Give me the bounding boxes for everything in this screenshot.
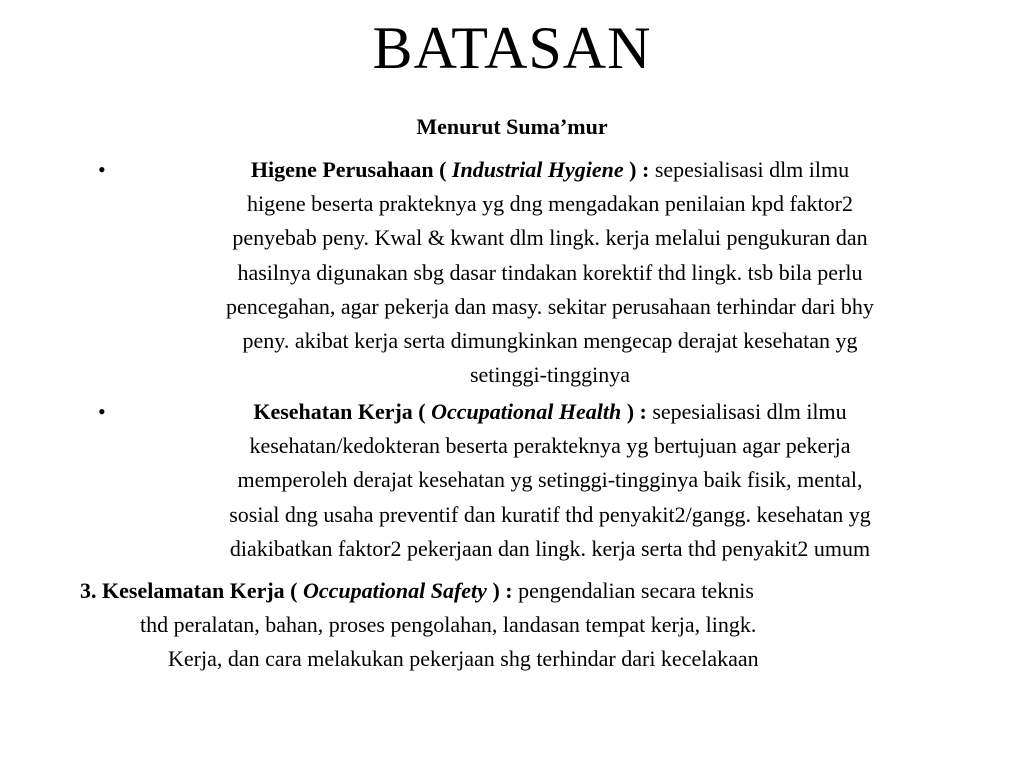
definition-line: setinggi-tingginya <box>469 362 631 388</box>
bullet-marker: • <box>98 399 106 424</box>
definition-line: pencegahan, agar pekerja dan masy. sekitar perusahaan terhindar dari bhy <box>226 293 874 319</box>
definition-term: Kesehatan Kerja <box>253 399 413 424</box>
paren-open: ( <box>290 578 298 603</box>
bullet-marker: • <box>98 157 106 182</box>
definition-text: pengendalian secara teknis <box>518 578 754 603</box>
definition-line: kesehatan/kedokteran beserta perakteknya yg bertujuan agar pekerja <box>249 433 851 459</box>
definition-term: Keselamatan Kerja <box>102 578 285 603</box>
paren-close: ) : <box>629 157 650 182</box>
paren-open: ( <box>439 157 447 182</box>
definition-line: higene beserta prakteknya yg dng mengadakan penilaian kpd faktor2 <box>247 191 853 217</box>
definition-higene-perusahaan <box>110 153 990 392</box>
definition-line: thd peralatan, bahan, proses pengolahan, landasan tempat kerja, lingk. <box>140 612 757 638</box>
definition-line: peny. akibat kerja serta dimungkinkan mengecap derajat kesehatan yg <box>242 328 858 354</box>
item-number: 3. <box>80 578 97 603</box>
definition-line <box>110 153 990 187</box>
definition-line <box>110 395 990 429</box>
definition-line: sosial dng usaha preventif dan kuratif thd penyakit2/gangg. kesehatan yg <box>229 501 871 527</box>
definition-line: memperoleh derajat kesehatan yg setinggi-tingginya baik fisik, mental, <box>237 467 863 493</box>
english-term: Industrial Hygiene <box>451 157 624 182</box>
paren-close: ) : <box>626 399 647 424</box>
slide-title: BATASAN <box>372 15 652 81</box>
definition-line: hasilnya digunakan sbg dasar tindakan korektif thd lingk. tsb bila perlu <box>237 259 863 285</box>
definition-line: Kerja, dan cara melakukan pekerjaan shg terhindar dari kecelakaan <box>168 646 759 672</box>
definition-line: diakibatkan faktor2 pekerjaan dan lingk. kerja serta thd penyakit2 umum <box>229 535 871 561</box>
definition-keselamatan-kerja <box>80 574 980 677</box>
paren-open: ( <box>418 399 426 424</box>
paren-close: ) : <box>492 578 513 603</box>
english-term: Occupational Safety <box>303 578 487 603</box>
definition-term: Higene Perusahaan <box>250 157 434 182</box>
definition-line <box>80 574 980 608</box>
definition-text: sepesialisasi dlm ilmu <box>654 157 850 182</box>
definition-text: sepesialisasi dlm ilmu <box>652 399 847 424</box>
definition-kesehatan-kerja <box>110 395 990 566</box>
definition-line: penyebab peny. Kwal & kwant dlm lingk. kerja melalui pengukuran dan <box>232 225 868 251</box>
english-term: Occupational Health <box>431 399 622 424</box>
slide-subtitle: Menurut Suma’mur <box>416 114 608 139</box>
